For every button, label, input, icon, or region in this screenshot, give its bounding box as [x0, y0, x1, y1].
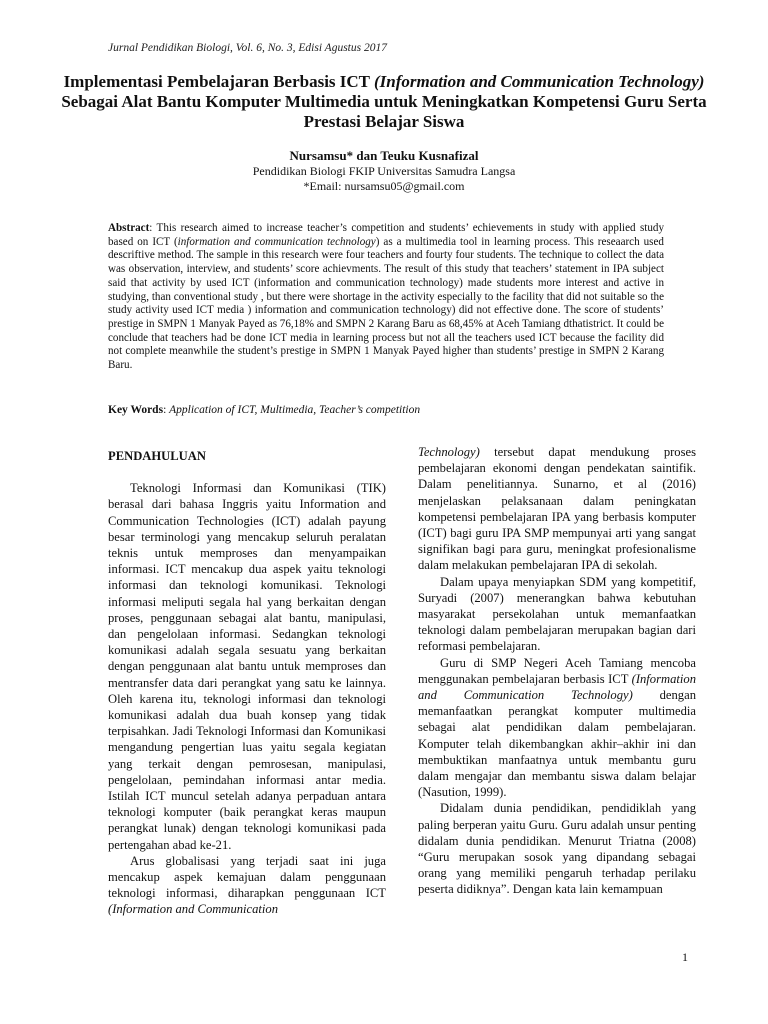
left-paragraph-2: [108, 853, 386, 918]
right-paragraph-2-text-1: Guru di SMP Negeri Aceh Tamiang mencoba menggunakan pembelajaran berbasis ICT: [418, 655, 696, 686]
right-paragraph-0-text: tersebut dapat mendukung proses pembelajaran ekonomi dengan pendekatan saintifik. Dalam penelitiannya. Sunarno, et al (2016) menjelaskan pelaksanaan dalam peningkatan kompetensi pembelajaran IPA yang berbasis komputer (ICT) bagi guru IPA SMP mempunyai arti yang sangat signifikan bagi para guru, meningkat profesionalisme dalam melakukan pembelajaran IPA di sekolah.: [418, 445, 696, 573]
left-column: [108, 448, 386, 918]
right-column: [418, 444, 696, 898]
section-heading: PENDAHULUAN: [108, 449, 206, 463]
journal-header: Jurnal Pendidikan Biologi, Vol. 6, No. 3, Edisi Agustus 2017: [108, 42, 387, 54]
page-number: 1: [682, 950, 688, 964]
right-paragraph-2: [418, 655, 696, 801]
paper-title: [60, 72, 708, 132]
right-paragraph-2-text-2: dengan memanfaatkan perangkat komputer multimedia sebagai alat pendidikan dalam pembelajaran. Komputer telah dikembangkan akhir–akhir ini dan membuktikan manfaatnya untuk membantu guru dalam mengajar dan membantu siswa dalam belajar (Nasution, 1999).: [418, 688, 696, 800]
email: *Email: nursamsu05@gmail.com: [303, 179, 465, 193]
left-paragraph-2-italic: (Information and Communication: [108, 902, 279, 917]
right-paragraph-3: Didalam dunia pendidikan, pendidiklah yang paling berperan yaitu Guru. Guru adalah unsur penting didalam dunia pendidikan. Menurut Triatna (2008) “Guru merupakan sosok yang dipandang sebagai orang yang memiliki pengaruh terhadap perilaku peserta didiknya”. Dengan kata lain kemampuan: [418, 801, 696, 897]
right-paragraph-0-italic: Technology): [418, 445, 480, 459]
abstract-text-2: ) as a multimedia tool in learning process. This reseaarch used descriftive method. The sample in this research were four teachers and fourty four students. The technique to collect the data was observation, interview, and students’ score achievments. The result of this study that teachers’ statement in IPA subject said that activity by used ICT (information and communication technology) made students more interest and active in studying, than conventional study , but there were shortage in the activity especially to the facility that did not suitable so the study activity used ICT media ) information and communication technology) did not effective done. The score of students’ prestige in SMPN 1 Manyak Payed as 76,18% and SMPN 2 Karang Baru as 68,45% at Aceh Tamiang dthatistrict. It could be conclude that teachers had be done ICT media in learning process but not all the teachers used ICT because the facility did not complete meanwhile the student’s prestige in SMPN 1 Manyak Payed higher than students’ prestige in SMPN 2 Karang Baru.: [108, 235, 664, 372]
affiliation-block: [0, 164, 768, 194]
abstract-label: Abstract: [108, 222, 150, 234]
right-paragraph-2-italic: (Information and Communication Technology): [418, 671, 696, 703]
keywords-separator: :: [163, 404, 170, 416]
affiliation: Pendidikan Biologi FKIP Universitas Samudra Langsa: [252, 164, 516, 178]
authors: Nursamsu* dan Teuku Kusnafizal: [289, 148, 479, 163]
title-part-1: Implementasi Pembelajaran Berbasis ICT: [63, 72, 374, 91]
left-paragraph-1: Teknologi Informasi dan Komunikasi (TIK) berasal dari bahasa Inggris yaitu Information and Communication Technologies (ICT) adalah payung besar terminologi yang mencakup seluruh peralatan teknis untuk memproses dan menyampaikan informasi. ICT mencakup dua aspek yaitu teknologi informasi dan teknologi komunikasi. Teknologi informasi meliputi segala hal yang berkaitan dengan proses, penggunaan sebagai alat bantu, manipulasi, dan pengelolaan informasi. Sedangkan teknologi komunikasi adalah segala sesuatu yang berkaitan dengan penggunaan alat bantu untuk memproses dan mentransfer data dari perangkat yang satu ke lainnya. Oleh karena itu, teknologi informasi dan teknologi komunikasi adalah dua buah konsep yang tidak terpisahkan. Jadi Teknologi Informasi dan Komunikasi mengandung pengertian luas yaitu segala kegiatan yang terkait dengan pemrosesan, manipulasi, pengelolaan, pemindahan informasi antar media. Istilah ICT muncul setelah adanya perpaduan antara teknologi komputer (baik perangkat keras maupun perangkat lunak) dengan teknologi komunikasi pada pertengahan abad ke-21.: [108, 481, 386, 852]
left-paragraph-2-text: Arus globalisasi yang terjadi saat ini juga mencakup aspek kemajuan dalam penggunaan teknologi informasi, diharapkan penggunaan ICT: [108, 853, 386, 901]
title-italic: (Information and Communication Technology): [373, 72, 705, 91]
keywords: [108, 404, 664, 416]
title-part-2: Sebagai Alat Bantu Komputer Multimedia untuk Meningkatkan Kompetensi Guru Serta Prestasi Belajar Siswa: [61, 92, 707, 131]
right-paragraph-0: [418, 444, 696, 574]
abstract: [108, 222, 664, 373]
keywords-label: Key Words: [108, 404, 164, 416]
abstract-italic: information and communication technology: [177, 235, 376, 248]
keywords-value: Application of ICT, Multimedia, Teacher’s competition: [169, 404, 421, 416]
abstract-text-1: : This research aimed to increase teacher’s competition and students’ echievements in study with applied study based on ICT (: [108, 222, 664, 248]
right-paragraph-1: Dalam upaya menyiapkan SDM yang kompetitif, Suryadi (2007) menerangkan bahwa kebutuhan masyarakat persekolahan untuk memanfaatkan teknologi dalam pembelajaran merupakan bagian dari reformasi pembelajaran.: [418, 574, 696, 654]
